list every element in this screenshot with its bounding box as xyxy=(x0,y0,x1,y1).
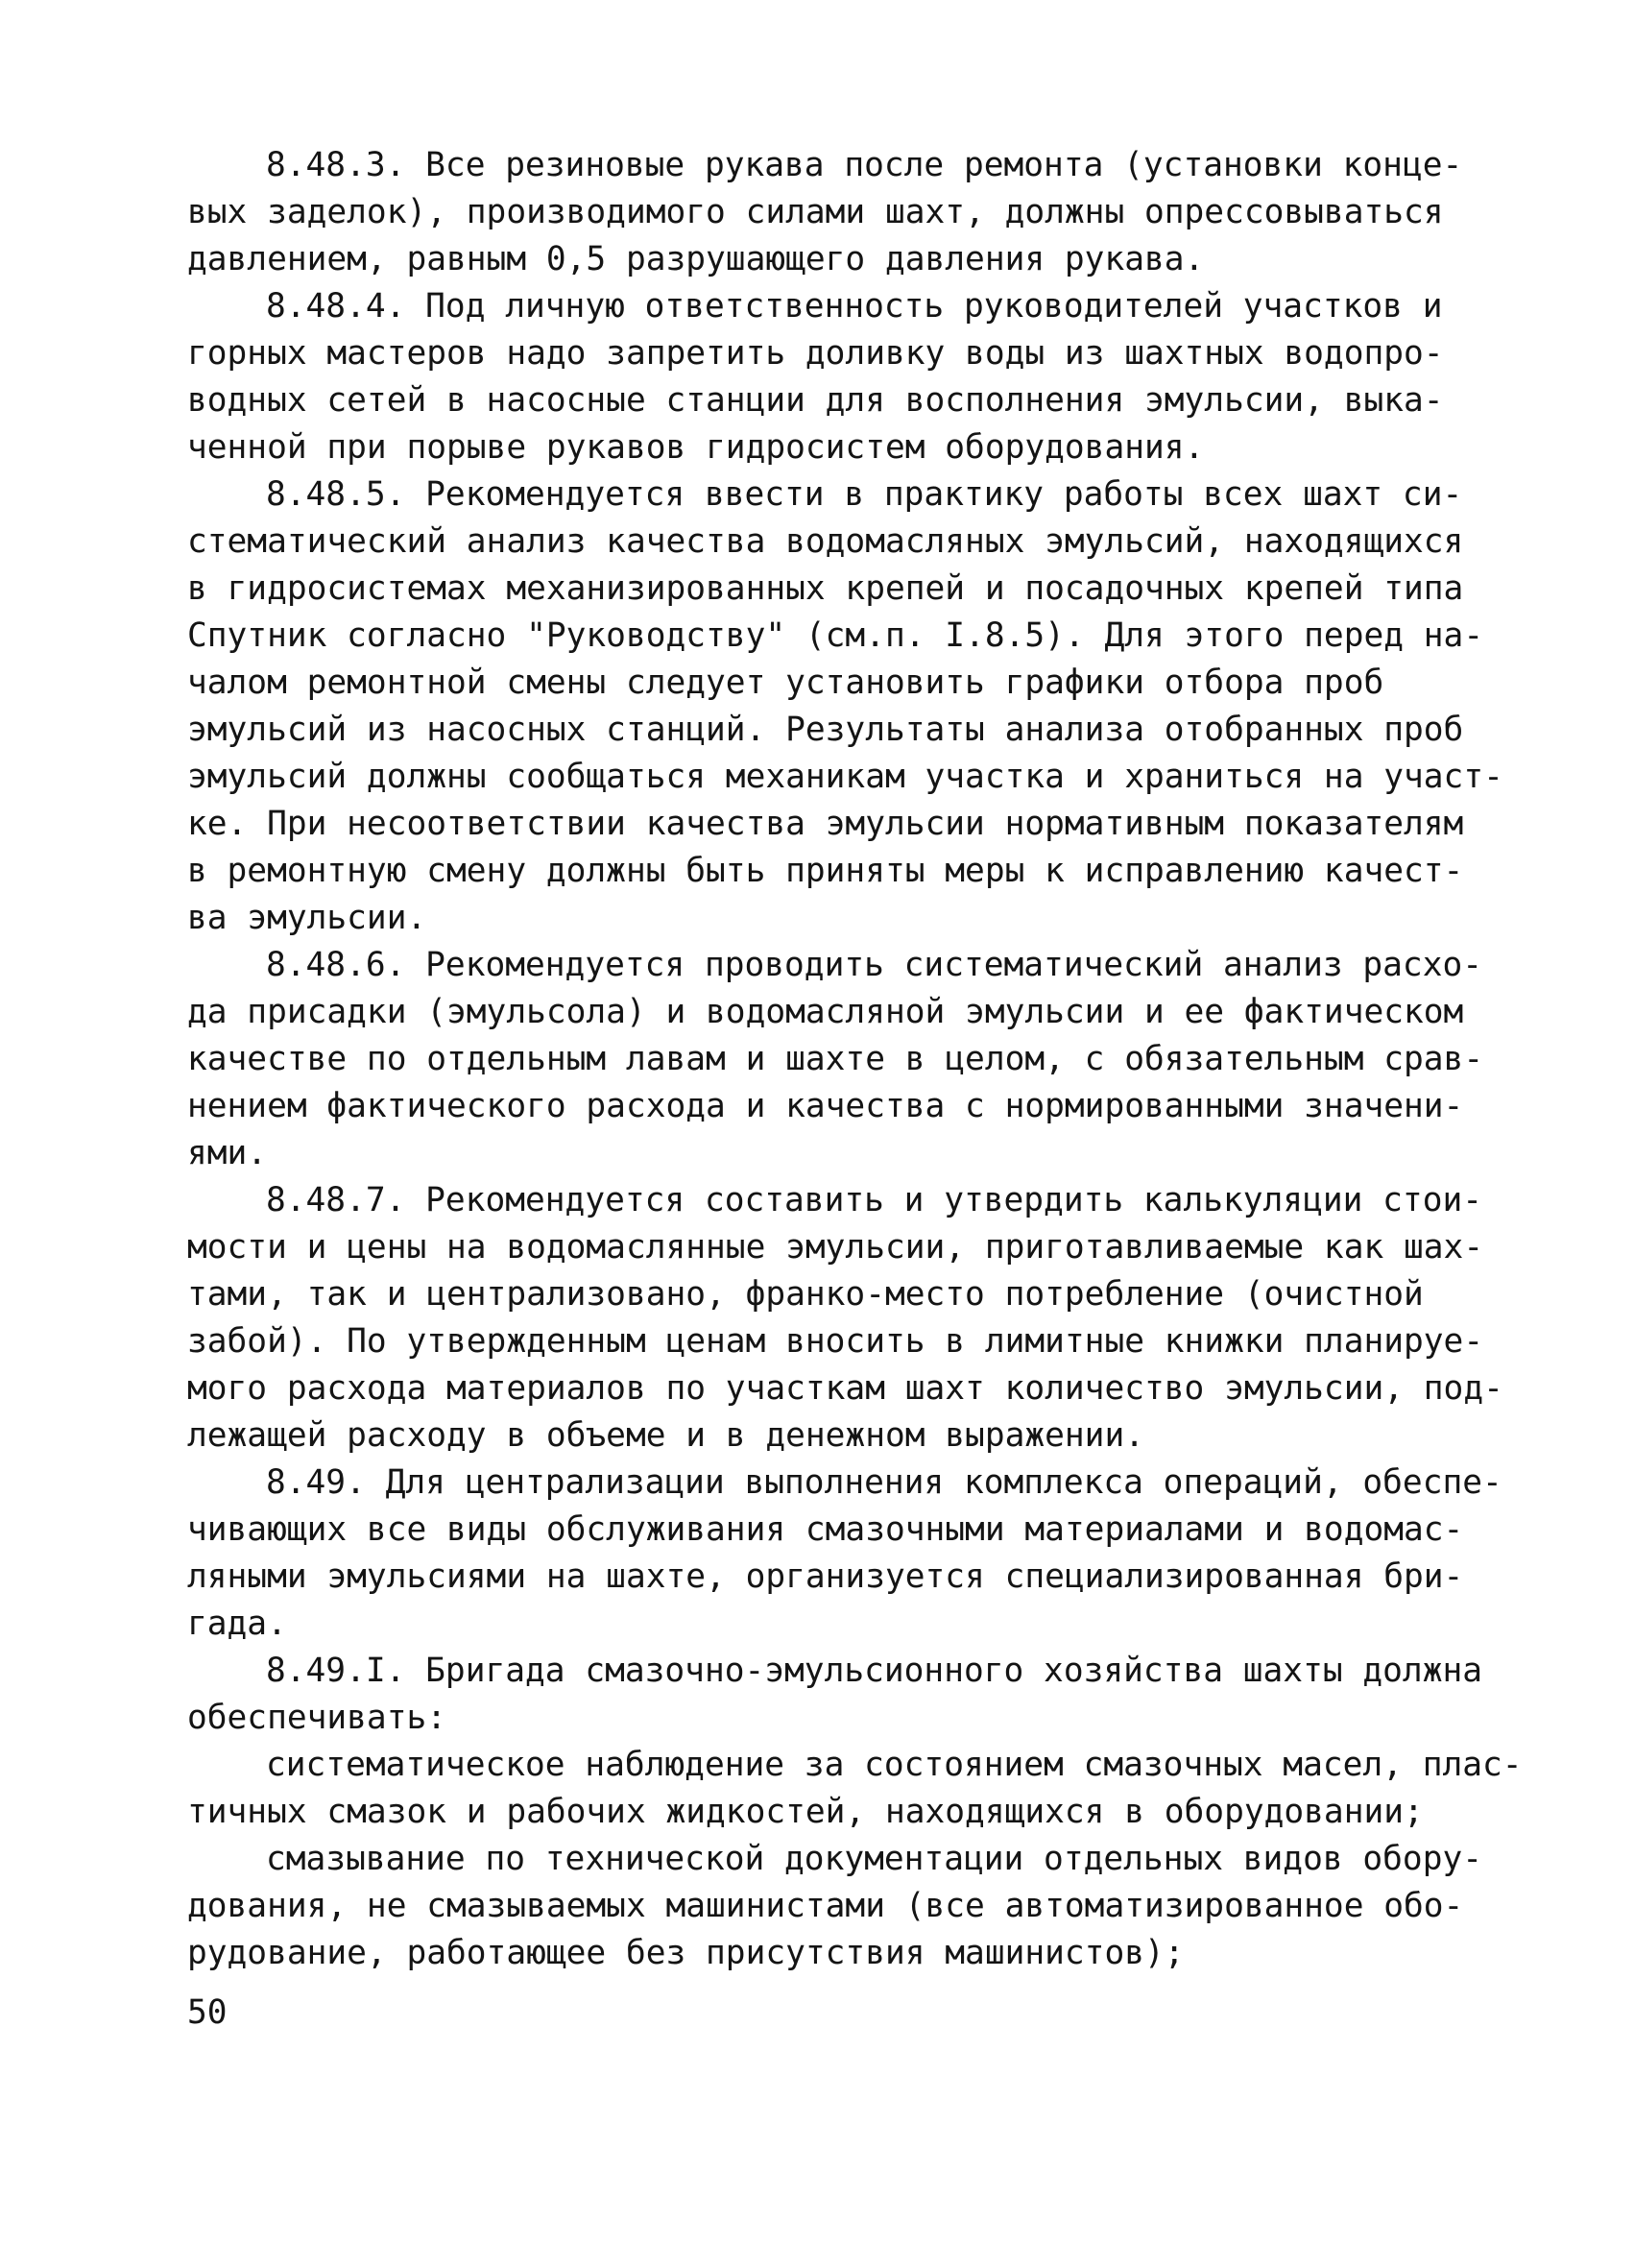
text-line: систематическое наблюдение за состоянием смазочных масел, плас- xyxy=(266,1746,1523,1784)
text-line: 8.48.5. Рекомендуется ввести в практику работы всех шахт си- xyxy=(266,475,1463,514)
text-line: в гидросистемах механизированных крепей и посадочных крепей типа xyxy=(187,569,1464,608)
text-line: ке. При несоответствии качества эмульсии нормативным показателям xyxy=(187,805,1464,843)
text-line: тами, так и централизовано, франко-место потребление (очистной xyxy=(187,1275,1424,1314)
text-line: 8.48.4. Под личную ответственность руководителей участков и xyxy=(266,287,1443,326)
text-line: качестве по отдельным лавам и шахте в целом, с обязательным срав- xyxy=(187,1040,1484,1078)
text-line: горных мастеров надо запретить доливку воды из шахтных водопро- xyxy=(187,334,1444,373)
text-line: мого расхода материалов по участкам шахт количество эмульсии, под- xyxy=(187,1369,1503,1408)
text-line: 8.49.I. Бригада смазочно-эмульсионного хозяйства шахты должна xyxy=(266,1652,1483,1690)
text-line: 8.48.6. Рекомендуется проводить систематический анализ расхо- xyxy=(266,946,1483,984)
text-line: смазывание по технической документации отдельных видов обору- xyxy=(266,1840,1483,1878)
text-line: ями. xyxy=(187,1134,268,1172)
text-line: эмульсий из насосных станций. Результаты анализа отобранных проб xyxy=(187,711,1464,749)
text-line: давлением, равным 0,5 разрушающего давления рукава. xyxy=(187,240,1205,278)
page-number: 50 xyxy=(187,1993,228,2032)
text-line: эмульсий должны сообщаться механикам участка и храниться на участ- xyxy=(187,758,1503,796)
text-line: чивающих все виды обслуживания смазочными материалами и водомас- xyxy=(187,1510,1464,1549)
text-line: Спутник согласно "Руководству" (см.п. I.8.5). Для этого перед на- xyxy=(187,616,1484,655)
text-line: 8.48.3. Все резиновые рукава после ремонта (установки конце- xyxy=(266,146,1463,184)
text-line: рудование, работающее без присутствия машинистов); xyxy=(187,1934,1185,1972)
text-line: гада. xyxy=(187,1604,287,1643)
text-line: тичных смазок и рабочих жидкостей, находящихся в оборудовании; xyxy=(187,1793,1424,1831)
text-line: ляными эмульсиями на шахте, организуется специализированная бри- xyxy=(187,1557,1464,1596)
text-line: стематический анализ качества водомасляных эмульсий, находящихся xyxy=(187,522,1464,561)
text-line: вых заделок), производимого силами шахт, должны опрессовываться xyxy=(187,193,1444,231)
text-line: чалом ремонтной смены следует установить графики отбора проб xyxy=(187,664,1384,702)
text-line: нением фактического расхода и качества с нормированными значени- xyxy=(187,1087,1464,1125)
text-line: лежащей расходу в объеме и в денежном выражении. xyxy=(187,1416,1144,1455)
text-line: 8.48.7. Рекомендуется составить и утвердить калькуляции стои- xyxy=(266,1181,1483,1219)
text-line: забой). По утвержденным ценам вносить в лимитные книжки планируе- xyxy=(187,1322,1484,1361)
text-line: 8.49. Для централизации выполнения комплекса операций, обеспе- xyxy=(266,1463,1502,1502)
text-line: в ремонтную смену должны быть приняты меры к исправлению качест- xyxy=(187,852,1464,890)
body-text xyxy=(187,142,1523,1977)
text-line: обеспечивать: xyxy=(187,1699,447,1737)
text-line: ченной при порыве рукавов гидросистем оборудования. xyxy=(187,428,1205,467)
text-line: мости и цены на водомаслянные эмульсии, приготавливаемые как шах- xyxy=(187,1228,1484,1267)
text-line: водных сетей в насосные станции для восполнения эмульсии, выка- xyxy=(187,381,1444,420)
text-line: ва эмульсии. xyxy=(187,899,427,937)
text-line: дования, не смазываемых машинистами (все автоматизированное обо- xyxy=(187,1887,1464,1925)
text-line: да присадки (эмульсола) и водомасляной эмульсии и ее фактическом xyxy=(187,993,1464,1031)
